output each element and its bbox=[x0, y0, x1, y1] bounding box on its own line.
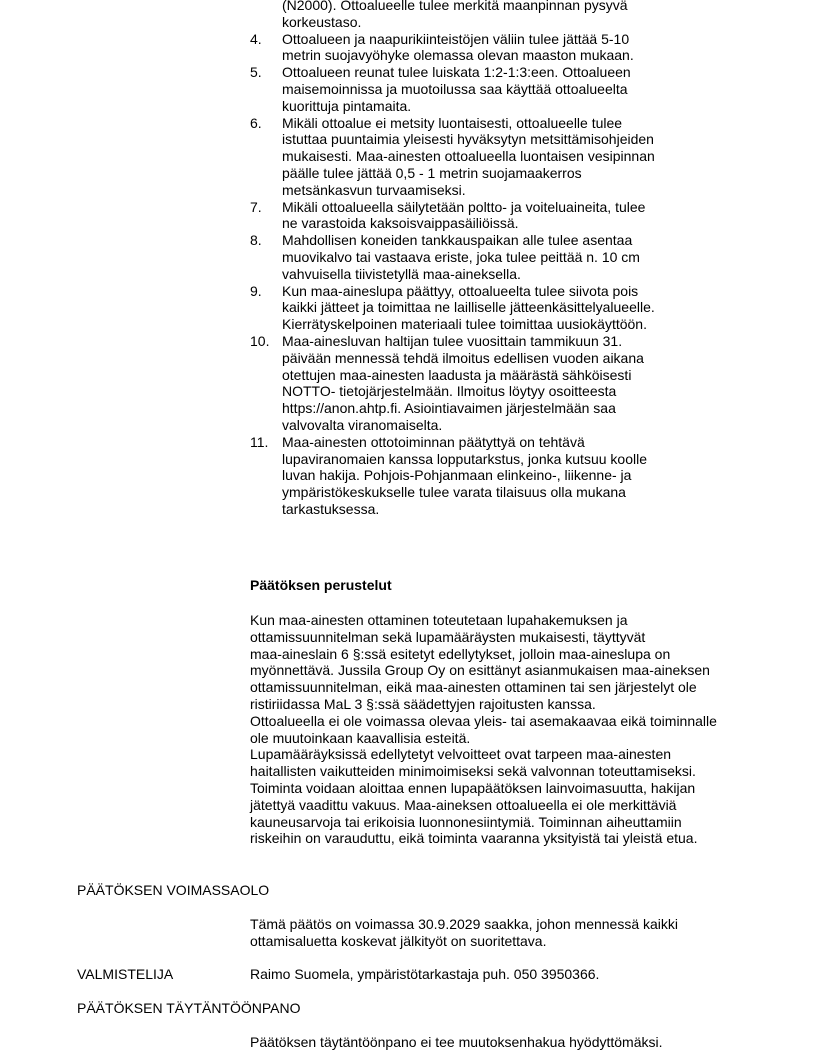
section-label-valmistelija: VALMISTELIJA bbox=[77, 966, 174, 982]
list-item bbox=[250, 232, 690, 282]
list-item bbox=[250, 434, 690, 518]
list-item-number: 11. bbox=[250, 433, 269, 450]
perustelut-paragraph: Kun maa-ainesten ottaminen toteutetaan lupahakemuksen ja ottamissuunnitelman sekä lupamääräysten mukaisesti, täyttyvät maa-aineslain 6 §:ssä esitetyt edellytykset, jolloin maa-aineslupa on myönnettävä. Jussila Group Oy on esittänyt asianmukaisen maa-aineksen ottamissuunnitelman, eikä maa-ainesten ottaminen tai sen järjestelyt ole ristiriidassa MaL 3 §:ssä säädettyjen rajoitusten kanssa. Ottoalueella ei ole voimassa olevaa yleis- tai asemakaavaa eikä toiminnalle ole muutoinkaan kaavallisia esteitä. Lupamääräyksissä edellytetyt velvoitteet ovat tarpeen maa-ainesten haitallisten vaikutteiden minimoimiseksi sekä valvonnan toteuttamiseksi. Toiminta voidaan aloittaa ennen lupapäätöksen lainvoimasuutta, hakijan jätettyä vaadittu vakuus. Maa-aineksen ottoalueella ei ole merkittäviä kauneusarvoja tai erikoisia luonnonesiintymiä. Toiminnan aiheuttamiin riskeihin on varauduttu, eikä toiminta vaaranna yksityistä tai yleistä etua. bbox=[250, 612, 717, 847]
list-item-number: 8. bbox=[250, 232, 262, 249]
list-item bbox=[250, 31, 690, 65]
list-item-number: 9. bbox=[250, 282, 262, 299]
list-item-number: 4. bbox=[250, 30, 262, 47]
taytantoonpano-text: Päätöksen täytäntöönpano ei tee muutoksenhakua hyödyttömäksi. bbox=[250, 1034, 663, 1050]
list-item-number: 5. bbox=[250, 64, 262, 81]
list-item-number: 6. bbox=[250, 114, 262, 131]
list-item-number: 10. bbox=[250, 332, 270, 349]
section-heading-perustelut: Päätöksen perustelut bbox=[250, 577, 392, 593]
list-item bbox=[250, 64, 690, 114]
section-label-voimassaolo: PÄÄTÖKSEN VOIMASSAOLO bbox=[77, 882, 270, 898]
list-item-text: Ottoalueen ja naapurikiinteistöjen väliin tulee jättää 5-10 metrin suojavyöhyke olemassa olevan maaston mukaan. bbox=[282, 30, 634, 64]
list-item-text: Mahdollisen koneiden tankkauspaikan alle tulee asentaa muovikalvo tai vastaava eriste, joka tulee peittää n. 10 cm vahvuisella tiivistetyllä maa-aineksella. bbox=[282, 232, 640, 282]
permit-conditions-list bbox=[250, 0, 690, 518]
list-item bbox=[250, 115, 690, 199]
list-item-text: Mikäli ottoalueella säilytetään poltto- ja voiteluaineita, tulee ne varastoida kaksoisvaippasäiliöissä. bbox=[282, 198, 646, 232]
list-item-number: 7. bbox=[250, 198, 262, 215]
list-item-text: Mikäli ottoalue ei metsity luontaisesti, ottoalueelle tulee istuttaa puuntaimia yleisesti hyväksytyn metsittämisohjeiden mukaisesti. Maa-ainesten ottoalueella luontaisen vesipinnan päälle tulee jättää 0,5 - 1 metrin suojamaakerros metsänkasvun turvaamiseksi. bbox=[282, 114, 655, 198]
list-item bbox=[250, 199, 690, 233]
list-item-text: Kun maa-aineslupa päättyy, ottoalueelta tulee siivota pois kaikki jätteet ja toimittaa ne lailliselle jätteenkäsittelyalueelle. Kierrätyskelpoinen materiaali tulee toimittaa uusiokäyttöön. bbox=[282, 282, 655, 333]
list-item-text: Ottoalueen reunat tulee luiskata 1:2-1:3:een. Ottoalueen maisemoinnissa ja muotoilussa saa käyttää ottoalueelta kuorittuja pintamaita. bbox=[282, 64, 631, 114]
voimassaolo-text: Tämä päätös on voimassa 30.9.2029 saakka, johon mennessä kaikki ottamisaluetta koskevat jälkityöt on suoritettava. bbox=[250, 916, 679, 949]
list-item bbox=[250, 0, 690, 31]
list-item-text: (N2000). Ottoalueelle tulee merkitä maanpinnan pysyvä korkeustaso. bbox=[282, 0, 628, 30]
list-item-text: Maa-ainesluvan haltijan tulee vuosittain tammikuun 31. päivään mennessä tehdä ilmoitus edellisen vuoden aikana otettujen maa-ainesten laadusta ja määrästä sähköisesti NOTTO- tietojärjestelmään. Ilmoitus löytyy osoitteesta https://anon.ahtp.fi. Asiointiavaimen järjestelmään saa valvovalta viranomaiselta. bbox=[282, 332, 644, 433]
list-item bbox=[250, 333, 690, 434]
list-item-text: Maa-ainesten ottotoiminnan päätyttyä on tehtävä lupaviranomaien kanssa lopputarkstus, jonka kutsuu koolle luvan hakija. Pohjois-Pohjanmaan elinkeino-, liikenne- ja ympäristökeskukselle tulee varata tilaisuus olla mukana tarkastuksessa. bbox=[282, 433, 647, 517]
valmistelija-text: Raimo Suomela, ympäristötarkastaja puh. 050 3950366. bbox=[250, 966, 600, 982]
list-item bbox=[250, 283, 690, 333]
section-label-taytantoonpano: PÄÄTÖKSEN TÄYTÄNTÖÖNPANO bbox=[77, 1000, 301, 1016]
